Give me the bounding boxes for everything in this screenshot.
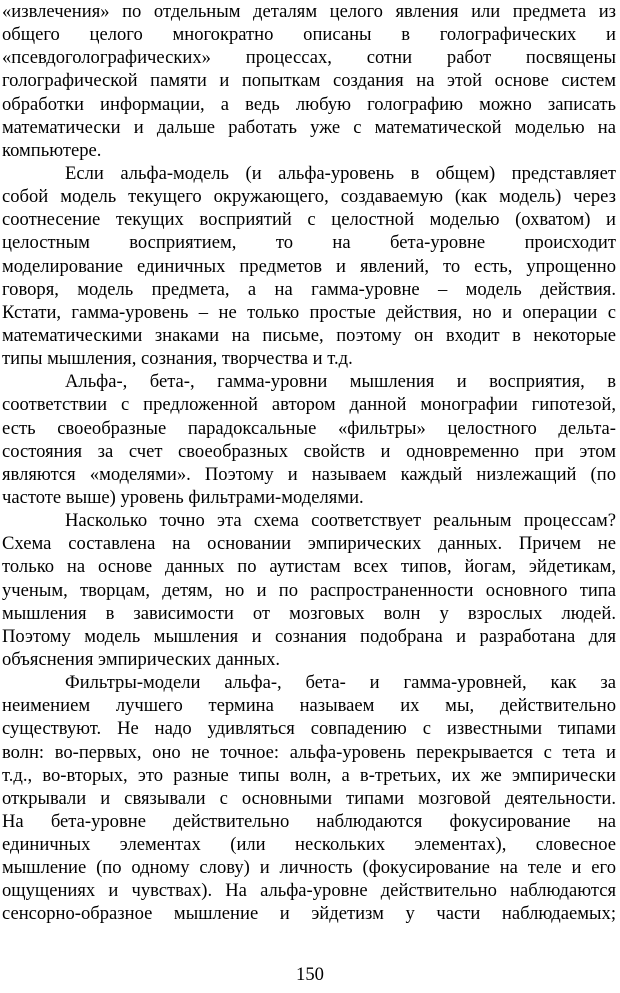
text-line: только на основе данных по аутистам всех типов, йогам, эйдетикам,	[2, 556, 616, 578]
text-line: частоте выше) уровень фильтрами-моделями.	[2, 486, 364, 508]
text-line: типы мышления, сознания, творчества и т.д.	[2, 348, 353, 370]
text-line: Если альфа-модель (и альфа-уровень в общем) представляет	[65, 162, 616, 184]
text-line: математически и дальше работать уже с математической моделью на	[2, 116, 616, 138]
text-line: соответствии с предложенной автором данной монографии гипотезой,	[2, 394, 616, 416]
text-line: единичных элементах (или нескольких элементах), словесное	[2, 834, 616, 856]
text-line: общего целого многократно описаны в голографических и	[2, 24, 616, 46]
text-line: математическими знаками на письме, поэтому он входит в некоторые	[2, 324, 616, 346]
text-line: состояния за счет своеобразных свойств и одновременно при этом	[2, 440, 616, 462]
text-line: есть своеобразные парадоксальные «фильтры» целостного дельта-	[2, 417, 616, 439]
text-line: голографической памяти и попыткам создания на этой основе систем	[2, 70, 616, 92]
text-line: обработки информации, а ведь любую голографию можно записать	[2, 93, 616, 115]
text-line: являются «моделями». Поэтому и называем каждый низлежащий (по	[2, 463, 616, 485]
text-line: Схема составлена на основании эмпирических данных. Причем не	[2, 533, 616, 555]
text-line: говоря, модель предмета, а на гамма-уровне – модель действия.	[2, 278, 616, 300]
text-line: ощущениях и чувствах). На альфа-уровне действительно наблюдаются	[2, 880, 616, 902]
text-line: «извлечения» по отдельным деталям целого явления или предмета из	[2, 1, 616, 22]
page-number: 150	[296, 964, 324, 985]
text-line: Насколько точно эта схема соответствует реальным процессам?	[65, 510, 616, 532]
text-line: компьютере.	[2, 139, 102, 161]
text-line: ученым, творцам, детям, но и по распространенности основного типа	[2, 579, 616, 601]
text-line: существуют. Не надо удивляться совпадению с известными типами	[2, 718, 616, 740]
text-line: целостным восприятием, то на бета-уровне происходит	[2, 232, 616, 254]
text-line: моделирование единичных предметов и явлений, то есть, упрощенно	[2, 255, 616, 277]
text-line: сенсорно-образное мышление и эйдетизм у части наблюдаемых;	[2, 903, 616, 925]
text-line: волн: во-первых, оно не точное: альфа-уровень перекрывается с тета и	[2, 741, 616, 763]
text-line: «псевдоголографических» процессах, сотни работ посвящены	[2, 47, 616, 69]
text-line: Фильтры-модели альфа-, бета- и гамма-уровней, как за	[65, 672, 616, 694]
text-line: мышления в зависимости от мозговых волн у взрослых людей.	[2, 602, 616, 624]
body-text	[2, 0, 616, 926]
text-line: объяснения эмпирических данных.	[2, 648, 281, 670]
text-line: Поэтому модель мышления и сознания подобрана и разработана для	[2, 625, 616, 647]
text-line: неимением лучшего термина называем их мы, действительно	[2, 695, 616, 717]
text-line: Кстати, гамма-уровень – не только простые действия, но и операции с	[2, 301, 616, 323]
text-line: открывали и связывали с основными типами мозговой деятельности.	[2, 787, 616, 809]
text-line: Альфа-, бета-, гамма-уровни мышления и восприятия, в	[65, 371, 616, 393]
text-line: собой модель текущего окружающего, создаваемую (как модель) через	[2, 186, 616, 208]
text-line: т.д., во-вторых, это разные типы волн, а в-третьих, их же эмпирически	[2, 764, 616, 786]
text-line: мышление (по одному слову) и личность (фокусирование на теле и его	[2, 857, 616, 879]
text-line: На бета-уровне действительно наблюдаются фокусирование на	[2, 810, 616, 832]
text-line: соотнесение текущих восприятий с целостной моделью (охватом) и	[2, 209, 616, 231]
